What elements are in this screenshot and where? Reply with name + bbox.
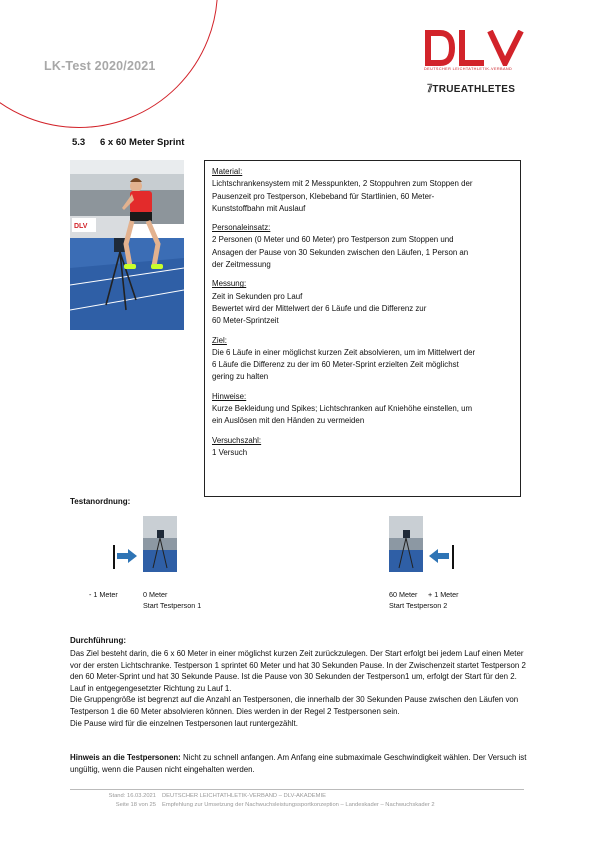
attempts-line: 1 Versuch <box>212 447 248 457</box>
arrangement-heading: Testanordnung: <box>70 497 131 506</box>
right-marker-line <box>452 545 454 569</box>
procedure-paragraph: Die Pause wird für die einzelnen Testpersonen laut runtergezählt. <box>70 718 298 728</box>
arrow-left-icon <box>428 548 450 564</box>
hints-heading: Hinweise: <box>212 391 247 401</box>
goal-heading: Ziel: <box>212 335 227 345</box>
left-marker-line <box>113 545 115 569</box>
material-line: Kunststoffbahn mit Auslauf <box>212 203 306 213</box>
staff-line: der Zeitmessung <box>212 260 271 270</box>
header-title: LK-Test 2020/2021 <box>44 59 156 73</box>
measurement-line: 60 Meter-Sprintzeit <box>212 316 279 326</box>
procedure-paragraph: Das Ziel besteht darin, die 6 x 60 Meter in einer möglichst kurzen Zeit zurückzulegen. Der Start erfolgt bei jedem Lauf einen Meter vor der ersten Lichtschranke. Testperson 1 sprintet 60 Meter und hat 30 Sekunden Pause. In der Zwischenzeit startet Testperson 2 den 60 Meter-Sprint und hat 30 Sekunde Pause. Ist die Pause von 30 Sekunden der Testperson1 um, erfolgt der Start für den 2. Lauf in entgegengesetzter Richtung zu Lauf 1. <box>70 649 526 693</box>
material-heading: Material: <box>212 167 243 176</box>
right-plus-label: + 1 Meter <box>428 590 459 599</box>
brand-tagline: ⫽̅TRUEATHLETES <box>428 84 516 95</box>
material-line: Pausenzeit pro Testperson, Klebeband für Startlinien, 60 Meter- <box>212 191 435 201</box>
section-title: 6 x 60 Meter Sprint <box>100 137 185 148</box>
left-minus-label: - 1 Meter <box>89 590 118 599</box>
footer-page: Seite 18 von 25 <box>115 802 156 808</box>
goal-line: 6 Läufe die Differenz zu der im 60 Meter-Sprint erzielten Zeit möglichst <box>212 360 459 370</box>
hints-line: ein Auslösen mit den Händen zu vermeiden <box>212 416 365 426</box>
material-line: Lichtschrankensystem mit 2 Messpunkten, 2 Stoppuhren zum Stoppen der <box>212 179 473 189</box>
footer-date: Stand: 16.03.2021 <box>108 793 156 799</box>
logo-subtitle: DEUTSCHER LEICHTATHLETIK-VERBAND <box>424 67 513 71</box>
lightbarrier-photo-right <box>389 516 423 572</box>
right-person-label: Start Testperson 2 <box>389 601 448 610</box>
arrow-right-icon <box>116 548 138 564</box>
footer-org: DEUTSCHER LEICHTATHLETIK-VERBAND – DLV-AKADEMIE <box>162 793 326 799</box>
left-position-label: 0 Meter <box>143 590 168 599</box>
goal-line: Die 6 Läufe in einer möglichst kurzen Zeit absolvieren, um im Mittelwert der <box>212 347 476 357</box>
hint-label: Hinweis an die Testpersonen: <box>70 753 181 762</box>
dlv-logo <box>424 30 524 66</box>
footer-divider <box>70 789 524 790</box>
left-person-label: Start Testperson 1 <box>143 601 202 610</box>
hint-text: Nicht zu schnell anfangen. Am Anfang eine submaximale Geschwindigkeit wählen. Der Versuch ist ungültig, wenn die Pausen nicht eingehalten werden. <box>70 753 527 774</box>
footer-desc: Empfehlung zur Umsetzung der Nachwuchsleistungssportkonzeption – Landeskader – Nachwuchskader 2 <box>162 802 435 808</box>
participant-hint <box>70 752 532 775</box>
procedure-paragraph: Die Gruppengröße ist begrenzt auf die Anzahl an Testpersonen, die innerhalb der 30 Sekunden Pause zwischen den Läufen von Testperson 1 die 60 Meter absolvieren können. Dies werden in der Regel 2 Testpersonen sein. <box>70 695 519 716</box>
trueathletes-icon: ⫽̅ <box>428 84 433 94</box>
hints-line: Kurze Bekleidung und Spikes; Lichtschranken auf Kniehöhe einstellen, um <box>212 404 473 414</box>
staff-heading: Personaleinsatz: <box>212 223 271 233</box>
lightbarrier-photo-left <box>143 516 177 572</box>
measurement-line: Bewertet wird der Mittelwert der 6 Läufe und die Differenz zur <box>212 303 427 313</box>
athlete-photo <box>70 160 184 330</box>
goal-line: gering zu halten <box>212 372 269 382</box>
attempts-heading: Versuchszahl: <box>212 435 262 445</box>
svg-text:DLV: DLV <box>74 223 88 230</box>
procedure-text <box>70 648 532 729</box>
measurement-heading: Messung: <box>212 279 247 289</box>
section-number: 5.3 <box>72 137 86 148</box>
right-position-label: 60 Meter <box>389 590 418 599</box>
measurement-line: Zeit in Sekunden pro Lauf <box>212 291 303 301</box>
staff-line: Ansagen der Pause von 30 Sekunden zwischen den Läufen, 1 Person an <box>212 247 469 257</box>
staff-line: 2 Personen (0 Meter und 60 Meter) pro Testperson zum Stoppen und <box>212 235 454 245</box>
info-box <box>204 160 521 497</box>
procedure-heading: Durchführung: <box>70 636 126 645</box>
